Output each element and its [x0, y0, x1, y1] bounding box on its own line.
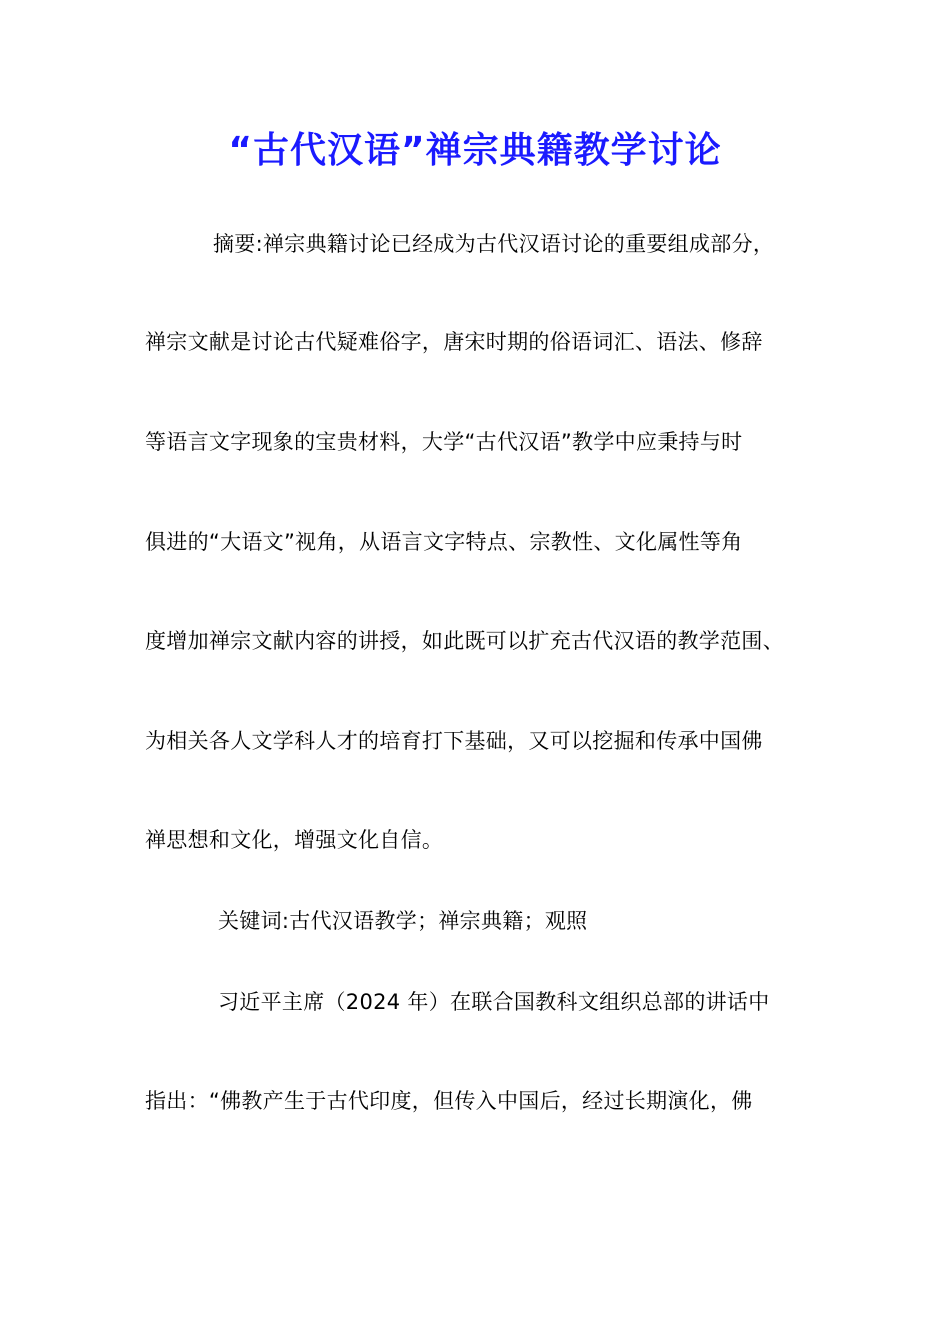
abstract-line-7: 禅思想和文化，增强文化自信。 [145, 828, 444, 852]
body-line-2: 指出：“佛教产生于古代印度，但传入中国后，经过长期演化，佛 [145, 1089, 753, 1113]
abstract-line-3: 等语言文字现象的宝贵材料，大学“古代汉语”教学中应秉持与时 [145, 430, 743, 454]
abstract-line-6: 为相关各人文学科人才的培育打下基础，又可以挖掘和传承中国佛 [145, 729, 763, 753]
abstract-line-2: 禅宗文献是讨论古代疑难俗字，唐宋时期的俗语词汇、语法、修辞 [145, 330, 763, 354]
body-line-1: 习近平主席（2024 年）在联合国教科文组织总部的讲话中 [218, 990, 770, 1014]
abstract-line-5: 度增加禅宗文献内容的讲授，如此既可以扩充古代汉语的教学范围、 [145, 629, 784, 653]
abstract-line-4: 俱进的“大语文”视角，从语言文字特点、宗教性、文化属性等角 [145, 530, 743, 554]
abstract-line-1: 摘要:禅宗典籍讨论已经成为古代汉语讨论的重要组成部分， [213, 232, 775, 256]
document-title: “古代汉语”禅宗典籍教学讨论 [228, 130, 722, 171]
keywords-line: 关键词:古代汉语教学；禅宗典籍；观照 [218, 909, 588, 933]
